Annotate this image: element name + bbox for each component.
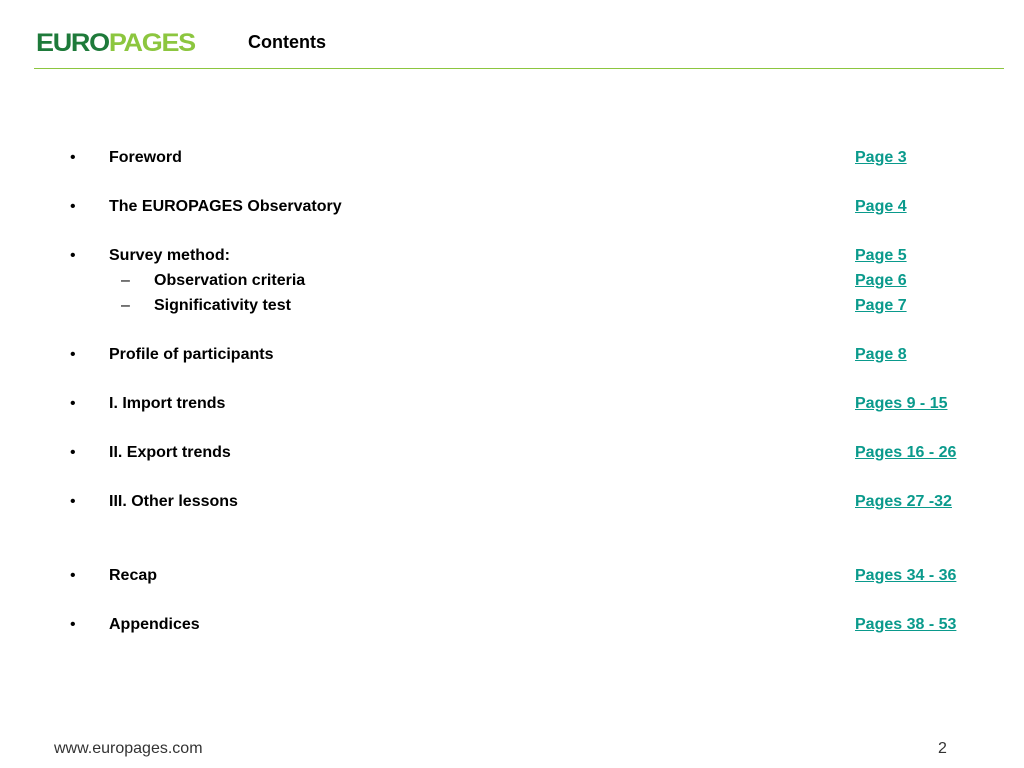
bullet-marker: • (70, 395, 76, 412)
toc-item-label: Appendices (109, 616, 200, 633)
toc-page-link[interactable]: Pages 16 - 26 (855, 444, 957, 461)
toc-page-link[interactable]: Page 5 (855, 247, 907, 264)
bullet-marker: • (70, 616, 76, 633)
dash-marker: – (121, 297, 130, 314)
logo-pages-text: PAGES (108, 29, 195, 57)
toc-item-label: Observation criteria (154, 272, 306, 289)
toc-page-link[interactable]: Page 3 (855, 149, 907, 166)
toc-page-link[interactable]: Pages 38 - 53 (855, 616, 957, 633)
bullet-marker: • (70, 346, 76, 363)
toc-item-label: II. Export trends (109, 444, 231, 461)
logo-euro-text: EURO (36, 29, 109, 57)
toc-page-link[interactable]: Page 6 (855, 272, 907, 289)
footer-page-number: 2 (938, 740, 947, 757)
toc-item-label: Foreword (109, 149, 182, 166)
dash-marker: – (121, 272, 130, 289)
toc-subitem-observation-criteria (0, 270, 1024, 292)
toc-item-recap (0, 565, 1024, 587)
bullet-marker: • (70, 149, 76, 166)
toc-subitem-significativity-test (0, 295, 1024, 317)
toc-page-link[interactable]: Pages 27 -32 (855, 493, 952, 510)
toc-page-link[interactable]: Pages 9 - 15 (855, 395, 948, 412)
bullet-marker: • (70, 198, 76, 215)
toc-item-profile (0, 344, 1024, 366)
toc-page-link[interactable]: Page 8 (855, 346, 907, 363)
toc-item-label: Significativity test (154, 297, 291, 314)
bullet-marker: • (70, 444, 76, 461)
toc-item-label: III. Other lessons (109, 493, 238, 510)
page-title: Contents (248, 32, 326, 52)
toc-item-label: Recap (109, 567, 158, 584)
toc-page-link[interactable]: Pages 34 - 36 (855, 567, 957, 584)
toc-item-observatory (0, 196, 1024, 218)
footer-website-url: www.europages.com (54, 740, 203, 757)
toc-page-link[interactable]: Page 4 (855, 198, 907, 215)
toc-item-label: I. Import trends (109, 395, 226, 412)
toc-item-label: Survey method: (109, 247, 230, 264)
bullet-marker: • (70, 247, 76, 264)
bullet-marker: • (70, 567, 76, 584)
toc-item-import-trends (0, 393, 1024, 415)
toc-item-survey-method (0, 245, 1024, 267)
toc-item-appendices (0, 614, 1024, 636)
toc-item-label: Profile of participants (109, 346, 274, 363)
toc-page-link[interactable]: Page 7 (855, 297, 907, 314)
toc-item-foreword (0, 147, 1024, 169)
toc-item-export-trends (0, 442, 1024, 464)
toc-item-label: The EUROPAGES Observatory (109, 198, 342, 215)
bullet-marker: • (70, 493, 76, 510)
toc-item-other-lessons (0, 491, 1024, 513)
